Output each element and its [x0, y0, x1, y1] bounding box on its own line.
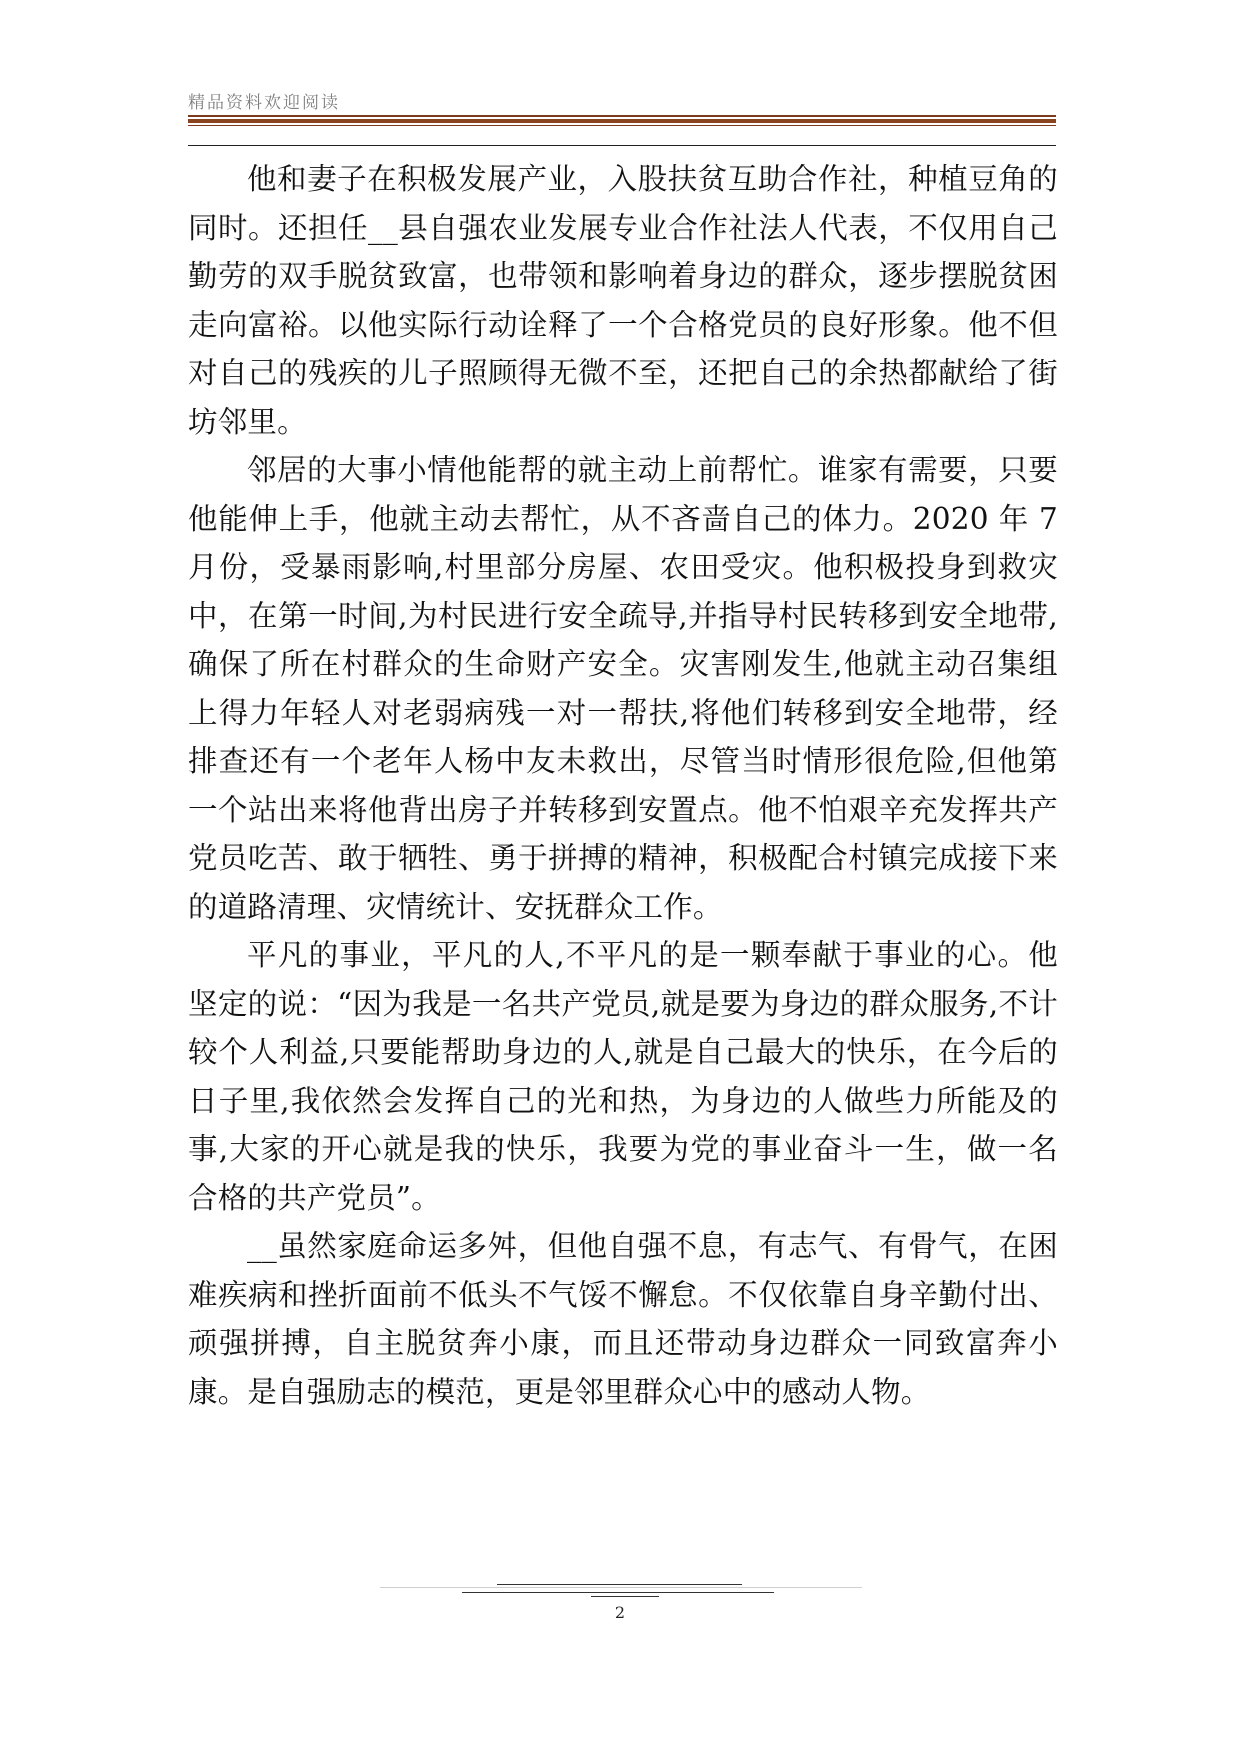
paragraph-4: __虽然家庭命运多舛，但他自强不息，有志气、有骨气，在困难疾病和挫折面前不低头不气馁不懈怠。不仅依靠自身辛勤付出、顽强拼搏，自主脱贫奔小康，而且还带动身边群众一同致富奔小康。是自强励志的模范，更是邻里群众心中的感动人物。: [188, 1229, 1058, 1409]
paragraph-2: 邻居的大事小情他能帮的就主动上前帮忙。谁家有需要，只要他能伸上手，他就主动去帮忙，从不吝啬自己的体力。2020 年 7 月份，受暴雨影响,村里部分房屋、农田受灾。他积极投身到救灾中，在第一时间,为村民进行安全疏导,并指导村民转移到安全地带,确保了所在村群众的生命财产安全。灾害刚发生,他就主动召集组上得力年轻人对老弱病残一对一帮扶,将他们转移到安全地带，经排查还有一个老年人杨中友未救出，尽管当时情形很危险,但他第一个站出来将他背出房子并转移到安置点。他不怕艰辛充发挥共产党员吃苦、敢于牺牲、勇于拼搏的精神，积极配合村镇完成接下来的道路清理、灾情统计、安抚群众工作。: [188, 453, 1058, 924]
footer-rule-short: [591, 1596, 659, 1597]
paragraph-1: 他和妻子在积极发展产业，入股扶贫互助合作社，种植豆角的同时。还担任__县自强农业发展专业合作社法人代表，不仅用自己勤劳的双手脱贫致富，也带领和影响着身边的群众，逐步摆脱贫困走向富裕。以他实际行动诠释了一个合格党员的良好形象。他不但对自己的残疾的儿子照顾得无微不至，还把自己的余热都献给了街坊邻里。: [188, 162, 1058, 439]
footer-rule-middle: [462, 1592, 774, 1593]
footer-rule-light: [380, 1587, 862, 1588]
footer-rule-top: [497, 1584, 742, 1585]
page-number: 2: [614, 1603, 626, 1622]
header-rule-thin-bottom: [188, 125, 1056, 126]
header-rule-thick: [188, 119, 1056, 123]
page-header-text: 精品资料欢迎阅读: [188, 93, 340, 113]
paragraph-3: 平凡的事业，平凡的人,不平凡的是一颗奉献于事业的心。他坚定的说：“因为我是一名共产党员,就是要为身边的群众服务,不计较个人利益,只要能帮助身边的人,就是自己最大的快乐，在今后的日子里,我依然会发挥自己的光和热，为身边的人做些力所能及的事,大家的开心就是我的快乐，我要为党的事业奋斗一生，做一名合格的共产党员”。: [188, 938, 1058, 1215]
header-rule-thin-top: [188, 115, 1056, 117]
header-underline: [188, 145, 1056, 146]
document-body: [188, 155, 1058, 1416]
